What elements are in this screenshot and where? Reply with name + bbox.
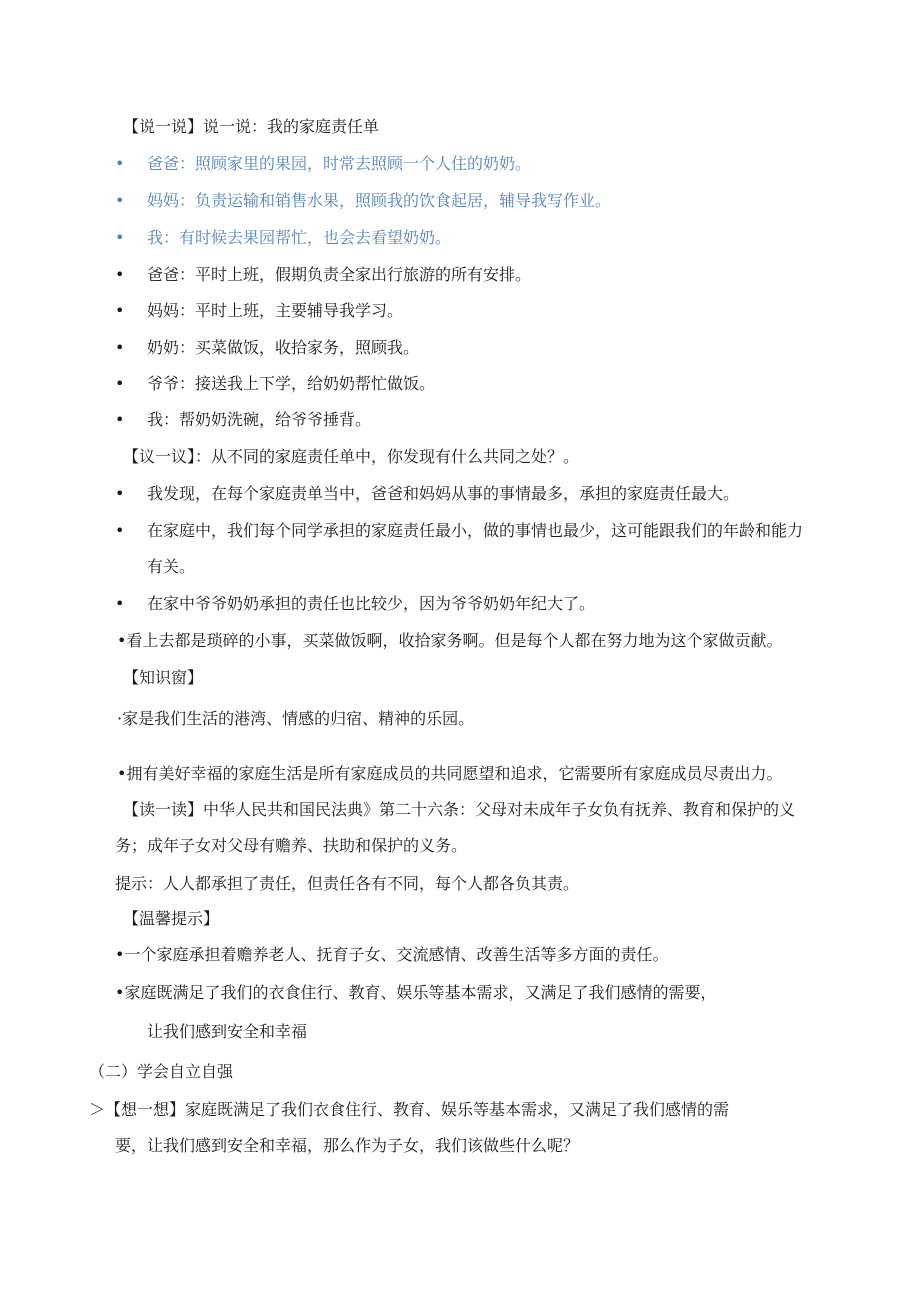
discuss-item-2-continued: 有关。 [147, 557, 196, 576]
bullet-dot: • [115, 228, 125, 247]
responsibility-item-grandma: 奶奶：买菜做饭，收拾家务，照顾我。 [147, 338, 420, 357]
discuss-item-3: 在家中爷爷奶奶承担的责任也比较少，因为爷爷奶奶年纪大了。 [147, 594, 596, 613]
read-paragraph-line-1: 【读一读】中华人民共和国民法典》第二十六条：父母对未成年子女负有抚养、教育和保护的义 [123, 800, 796, 819]
discuss-summary: •看上去都是琐碎的小事，买菜做饭啊，收拾家务啊。但是每个人都在努力地为这个家做贡献。 [117, 631, 783, 650]
warm-tip-paragraph-2-continued: 让我们感到安全和幸福 [147, 1022, 308, 1041]
knowledge-paragraph-2: •拥有美好幸福的家庭生活是所有家庭成员的共同愿望和追求，它需要所有家庭成员尽责出力。 [117, 764, 783, 783]
knowledge-paragraph-1: ·家是我们生活的港湾、情感的归宿、精神的乐园。 [117, 709, 475, 728]
discuss-item-1: 我发现，在每个家庭责单当中，爸爸和妈妈从事的事情最多，承担的家庭责任最大。 [147, 484, 740, 503]
warm-tip-heading: 【温馨提示】 [123, 909, 220, 928]
bullet-dot: • [115, 484, 125, 503]
responsibility-item-dad-2: 爸爸：平时上班，假期负责全家出行旅游的所有安排。 [147, 265, 532, 284]
bullet-dot: • [115, 374, 125, 393]
read-hint: 提示：人人都承担了责任，但责任各有不同，每个人都各负其责。 [115, 874, 580, 893]
responsibility-item-me-1: 我：有时候去果园帮忙，也会去看望奶奶。 [147, 228, 452, 247]
responsibility-item-dad-1: 爸爸：照顾家里的果园，时常去照顾一个人住的奶奶。 [147, 154, 532, 173]
bullet-dot: • [115, 338, 125, 357]
read-paragraph-line-2: 务；成年子女对父母有赡养、扶助和保护的义务。 [115, 836, 468, 855]
warm-tip-paragraph-1: •一个家庭承担着赡养老人、抚育子女、交流感情、改善生活等多方面的责任。 [115, 945, 669, 964]
bullet-dot: • [115, 594, 125, 613]
responsibility-item-grandpa: 爷爷：接送我上下学，给奶奶帮忙做饭。 [147, 374, 436, 393]
bullet-dot: • [115, 410, 125, 429]
discuss-item-2: 在家庭中，我们每个同学承担的家庭责任最小，做的事情也最少，这可能跟我们的年龄和能力 [147, 521, 804, 540]
discuss-heading: 【议一议】：从不同的家庭责任单中，你发现有什么共同之处？。 [123, 447, 580, 466]
responsibility-item-me-2: 我：帮奶奶洗碗，给爷爷捶背。 [147, 410, 372, 429]
warm-tip-paragraph-2: •家庭既满足了我们的衣食住行、教育、娱乐等基本需求，又满足了我们感情的需要， [115, 983, 717, 1002]
think-paragraph-line-1: ＞【想一想】家庭既满足了我们衣食住行、教育、娱乐等基本需求，又满足了我们感情的需 [89, 1100, 730, 1119]
say-heading: 【说一说】说一说：我的家庭责任单 [123, 117, 380, 136]
bullet-dot: • [115, 265, 125, 284]
responsibility-item-mom-1: 妈妈：负责运输和销售水果，照顾我的饮食起居，辅导我写作业。 [147, 191, 612, 210]
bullet-dot: • [115, 301, 125, 320]
think-paragraph-line-2: 要，让我们感到安全和幸福，那么作为子女，我们该做些什么呢？ [115, 1136, 580, 1155]
knowledge-heading: 【知识窗】 [123, 668, 204, 687]
responsibility-item-mom-2: 妈妈：平时上班，主要辅导我学习。 [147, 301, 404, 320]
bullet-dot: • [115, 191, 125, 210]
bullet-dot: • [115, 521, 125, 540]
bullet-dot: • [115, 154, 125, 173]
section-heading: （二）学会自立自强 [89, 1062, 234, 1081]
